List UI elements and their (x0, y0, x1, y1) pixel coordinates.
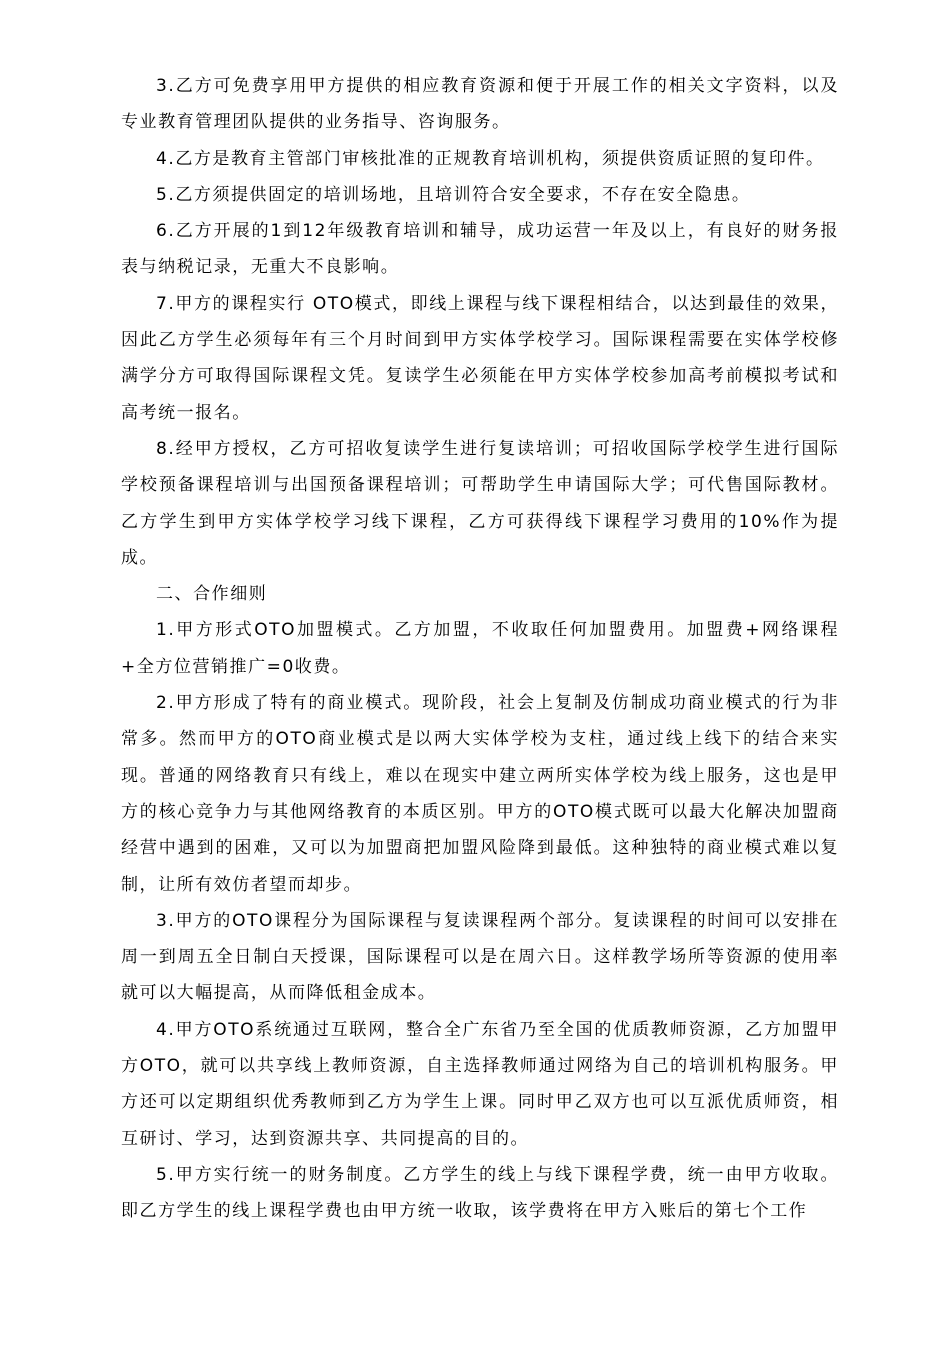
paragraph-clause-4: 4.乙方是教育主管部门审核批准的正规教育培训机构，须提供资质证照的复印件。 (156, 148, 825, 169)
paragraph-clause-3: 3.乙方可免费享用甲方提供的相应教育资源和便于开展工作的相关文字资料，以及专业教育管理团队提供的业务指导、咨询服务。 (121, 76, 839, 133)
document-body (121, 68, 839, 1230)
paragraph-detail-3: 3.甲方的OTO课程分为国际课程与复读课程两个部分。复读课程的时间可以安排在周一到周五全日制白天授课，国际课程可以是在周六日。这样教学场所等资源的使用率就可以大幅提高，从而降低租金成本。 (121, 910, 839, 1004)
paragraph-clause-5: 5.乙方须提供固定的培训场地，且培训符合安全要求，不存在安全隐患。 (156, 184, 751, 205)
paragraph-detail-1: 1.甲方形式OTO加盟模式。乙方加盟，不收取任何加盟费用。加盟费+网络课程+全方位营销推广=0收费。 (121, 620, 839, 677)
section-heading: 二、合作细则 (156, 584, 268, 605)
paragraph-detail-4: 4.甲方OTO系统通过互联网，整合全广东省乃至全国的优质教师资源，乙方加盟甲方OTO，就可以共享线上教师资源，自主选择教师通过网络为自己的培训机构服务。甲方还可以定期组织优秀教师到乙方为学生上课。同时甲乙双方也可以互派优质师资，相互研讨、学习，达到资源共享、共同提高的目的。 (121, 1019, 839, 1149)
paragraph-clause-6: 6.乙方开展的1到12年级教育培训和辅导，成功运营一年及以上，有良好的财务报表与纳税记录，无重大不良影响。 (121, 221, 839, 278)
paragraph-clause-7: 7.甲方的课程实行 OTO模式，即线上课程与线下课程相结合，以达到最佳的效果，因此乙方学生必须每年有三个月时间到甲方实体学校学习。国际课程需要在实体学校修满学分方可取得国际课程文凭。复读学生必须能在甲方实体学校参加高考前模拟考试和高考统一报名。 (121, 293, 839, 423)
paragraph-clause-8: 8.经甲方授权，乙方可招收复读学生进行复读培训；可招收国际学校学生进行国际学校预备课程培训与出国预备课程培训；可帮助学生申请国际大学；可代售国际教材。乙方学生到甲方实体学校学习线下课程，乙方可获得线下课程学习费用的10%作为提成。 (121, 438, 839, 568)
paragraph-detail-5: 5.甲方实行统一的财务制度。乙方学生的线上与线下课程学费，统一由甲方收取。即乙方学生的线上课程学费也由甲方统一收取，该学费将在甲方入账后的第七个工作 (121, 1164, 839, 1222)
paragraph-detail-2: 2.甲方形成了特有的商业模式。现阶段，社会上复制及仿制成功商业模式的行为非常多。然而甲方的OTO商业模式是以两大实体学校为支柱，通过线上线下的结合来实现。普通的网络教育只有线上，难以在现实中建立两所实体学校为线上服务，这也是甲方的核心竞争力与其他网络教育的本质区别。甲方的OTO模式既可以最大化解决加盟商经营中遇到的困难，又可以为加盟商把加盟风险降到最低。这种独特的商业模式难以复制，让所有效仿者望而却步。 (121, 693, 839, 895)
